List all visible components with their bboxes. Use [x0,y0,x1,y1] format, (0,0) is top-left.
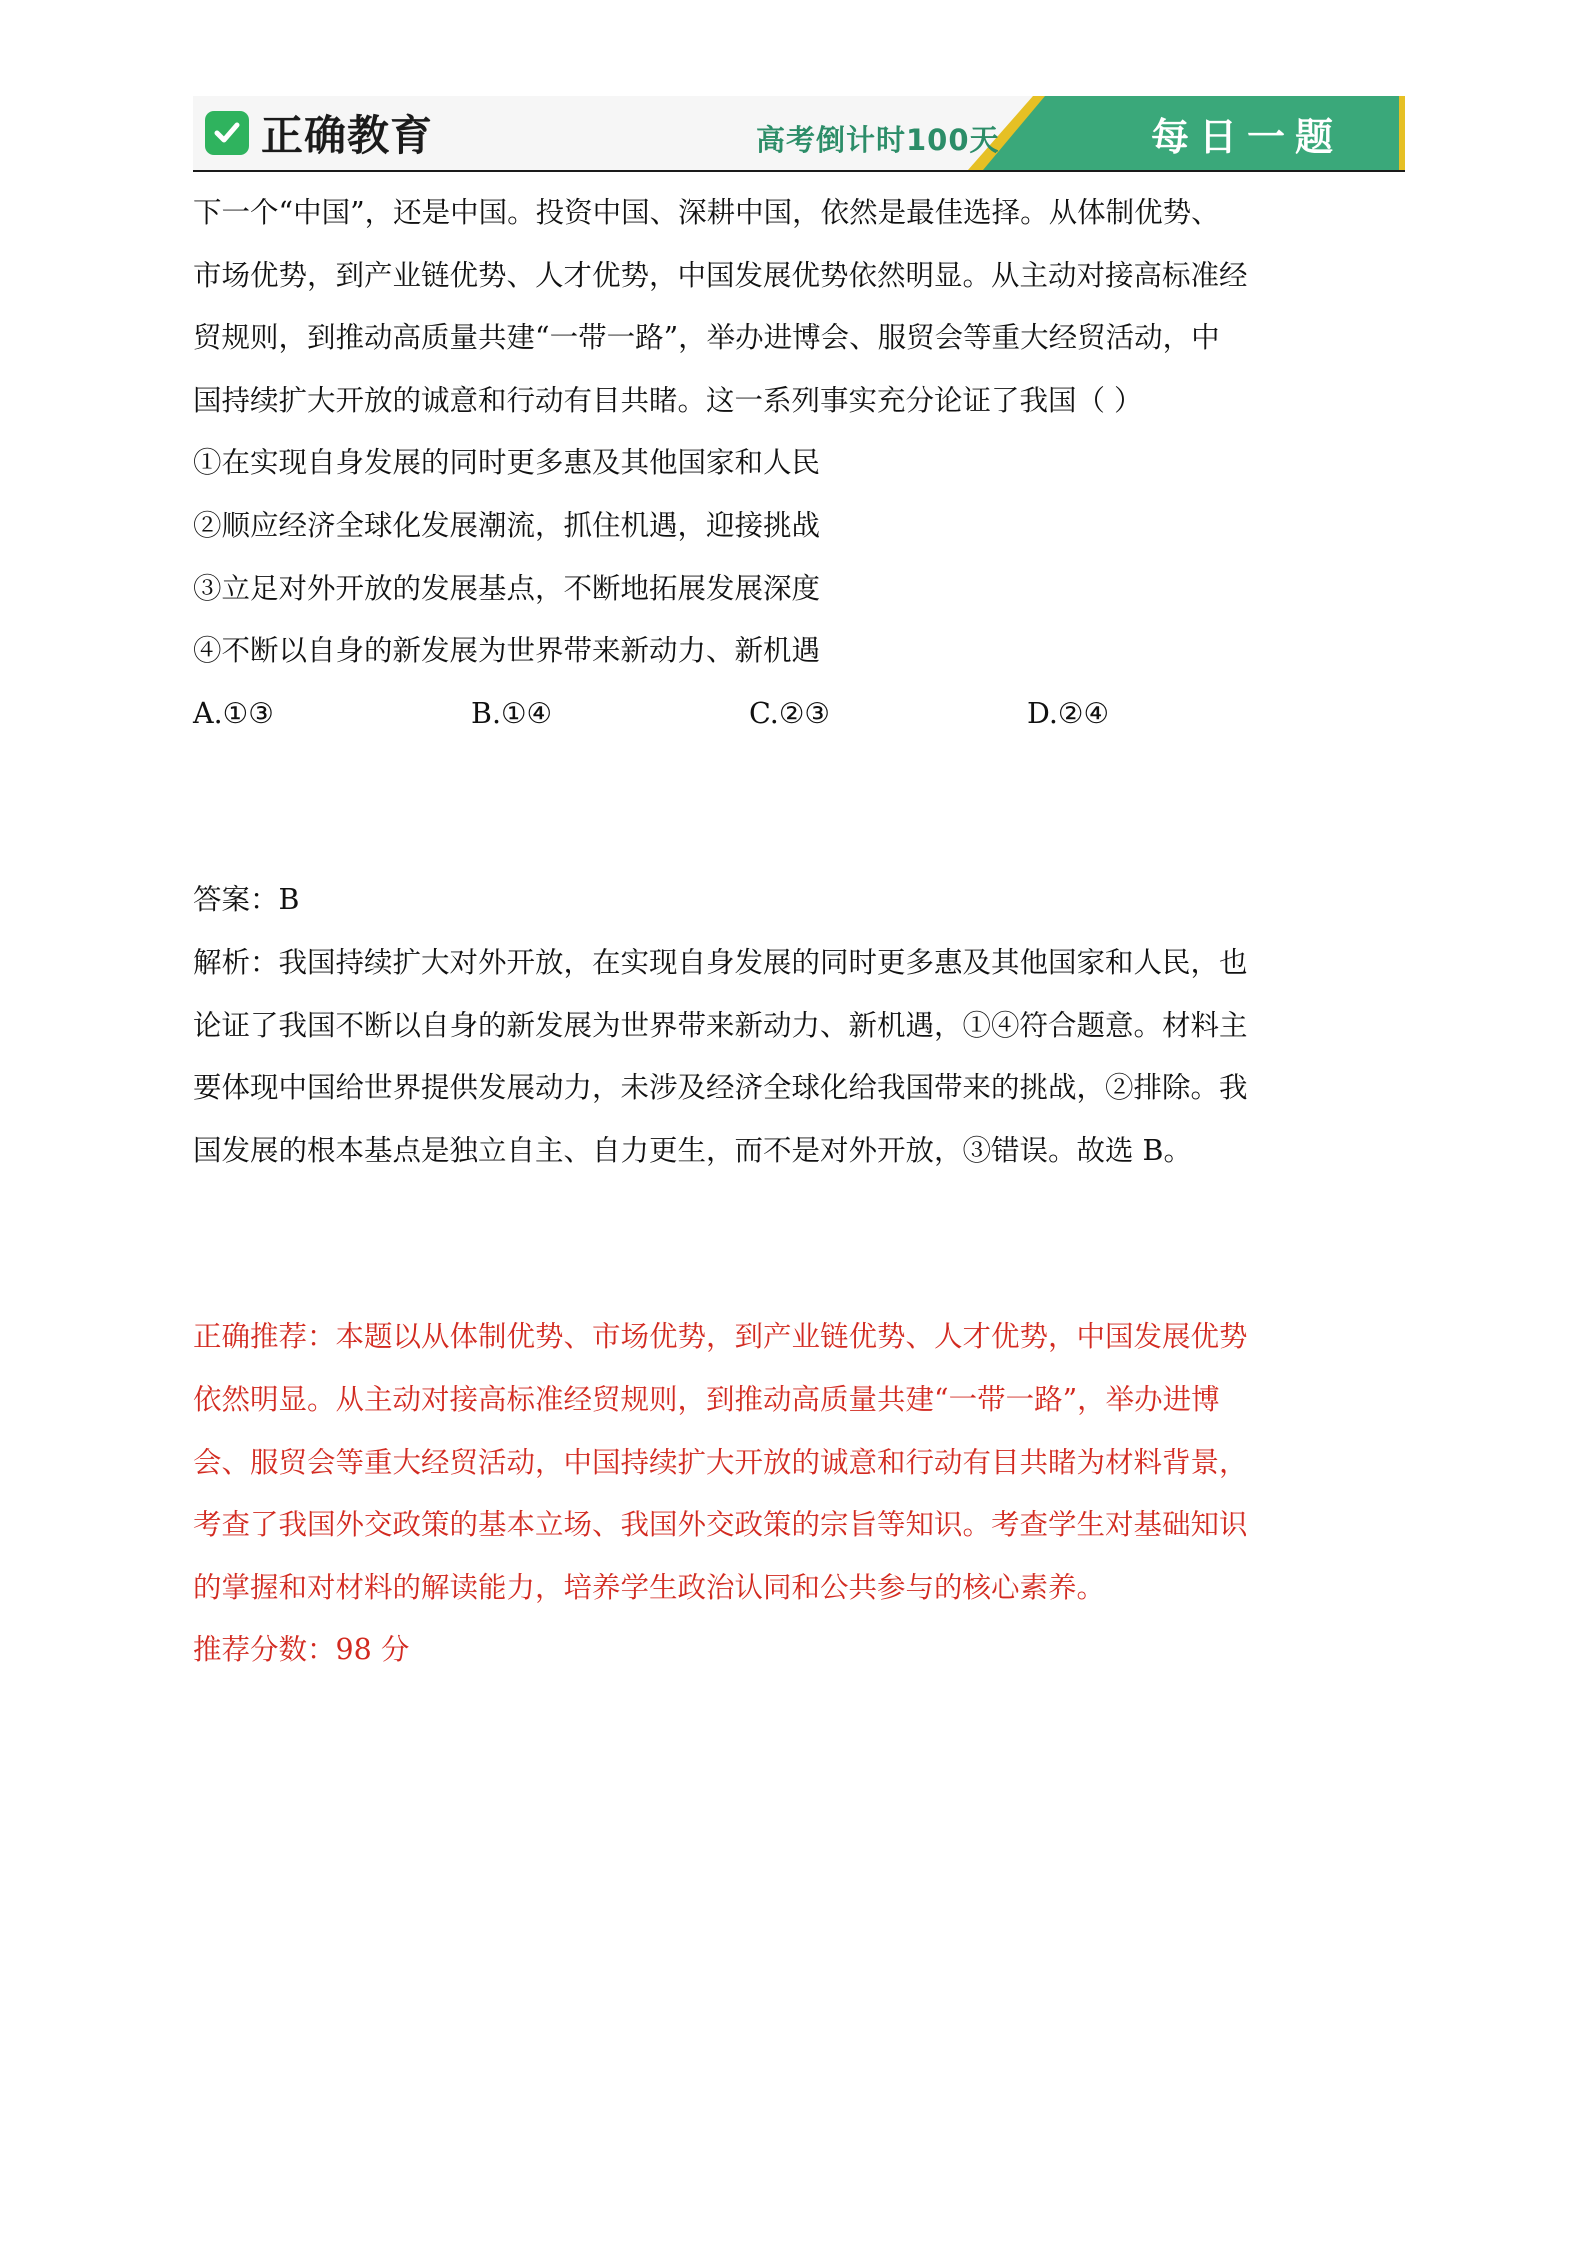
check-icon [205,111,249,155]
stem-line: 贸规则，到推动高质量共建“一带一路”，举办进博会、服贸会等重大经贸活动，中 [193,321,1220,355]
question-document [193,182,1393,1682]
answer-line: 答案：B [193,883,300,917]
recommendation-line: 会、服贸会等重大经贸活动，中国持续扩大开放的诚意和行动有目共睹为材料背景， [193,1445,1248,1479]
stem-line: 市场优势，到产业链优势、人才优势，中国发展优势依然明显。从主动对接高标准经 [193,258,1248,292]
statement-4: ④不断以自身的新发展为世界带来新动力、新机遇 [193,634,821,668]
answer-section [193,869,1393,1182]
option-b: B.①④ [471,696,553,730]
statement-list [193,432,1393,682]
question-stem [193,182,1393,432]
recommendation-line: 正确推荐：本题以从体制优势、市场优势，到产业链优势、人才优势，中国发展优势 [193,1320,1248,1354]
analysis-line: 国发展的根本基点是独立自主、自力更生，而不是对外开放，③错误。故选 B。 [193,1133,1193,1167]
analysis-line: 解析：我国持续扩大对外开放，在实现自身发展的同时更多惠及其他国家和人民，也 [193,945,1248,979]
option-c: C.②③ [749,696,830,730]
exam-countdown: 高考倒计时100天 [756,123,1000,157]
daily-question-label: 每日一题 [1151,115,1344,159]
stem-line: 下一个“中国”，还是中国。投资中国、深耕中国，依然是最佳选择。从体制优势、 [193,196,1220,229]
analysis-line: 论证了我国不断以自身的新发展为世界带来新动力、新机遇，①④符合题意。材料主 [193,1008,1248,1042]
recommendation-line: 的掌握和对材料的解读能力，培养学生政治认同和公共参与的核心素养。 [193,1570,1106,1604]
brand-name: 正确教育 [261,111,434,160]
statement-3: ③立足对外开放的发展基点，不断地拓展发展深度 [193,571,821,605]
recommendation-score: 推荐分数：98 分 [193,1633,410,1667]
analysis-line: 要体现中国给世界提供发展动力，未涉及经济全球化给我国带来的挑战，②排除。我 [193,1071,1248,1105]
brand-logo [205,106,433,160]
header-divider [193,170,1405,172]
stem-line: 国持续扩大开放的诚意和行动有目共睹。这一系列事实充分论证了我国（ ） [193,383,1143,417]
statement-1: ①在实现自身发展的同时更多惠及其他国家和人民 [193,446,821,480]
header-banner [193,96,1405,170]
recommendation-line: 考查了我国外交政策的基本立场、我国外交政策的宗旨等知识。考查学生对基础知识 [193,1508,1248,1542]
statement-2: ②顺应经济全球化发展潮流，抓住机遇，迎接挑战 [193,508,821,542]
option-d: D.②④ [1027,696,1109,730]
option-a: A.①③ [193,696,274,730]
answer-options [193,683,1393,746]
recommendation-section [193,1306,1393,1682]
recommendation-line: 依然明显。从主动对接高标准经贸规则，到推动高质量共建“一带一路”，举办进博 [193,1382,1220,1416]
